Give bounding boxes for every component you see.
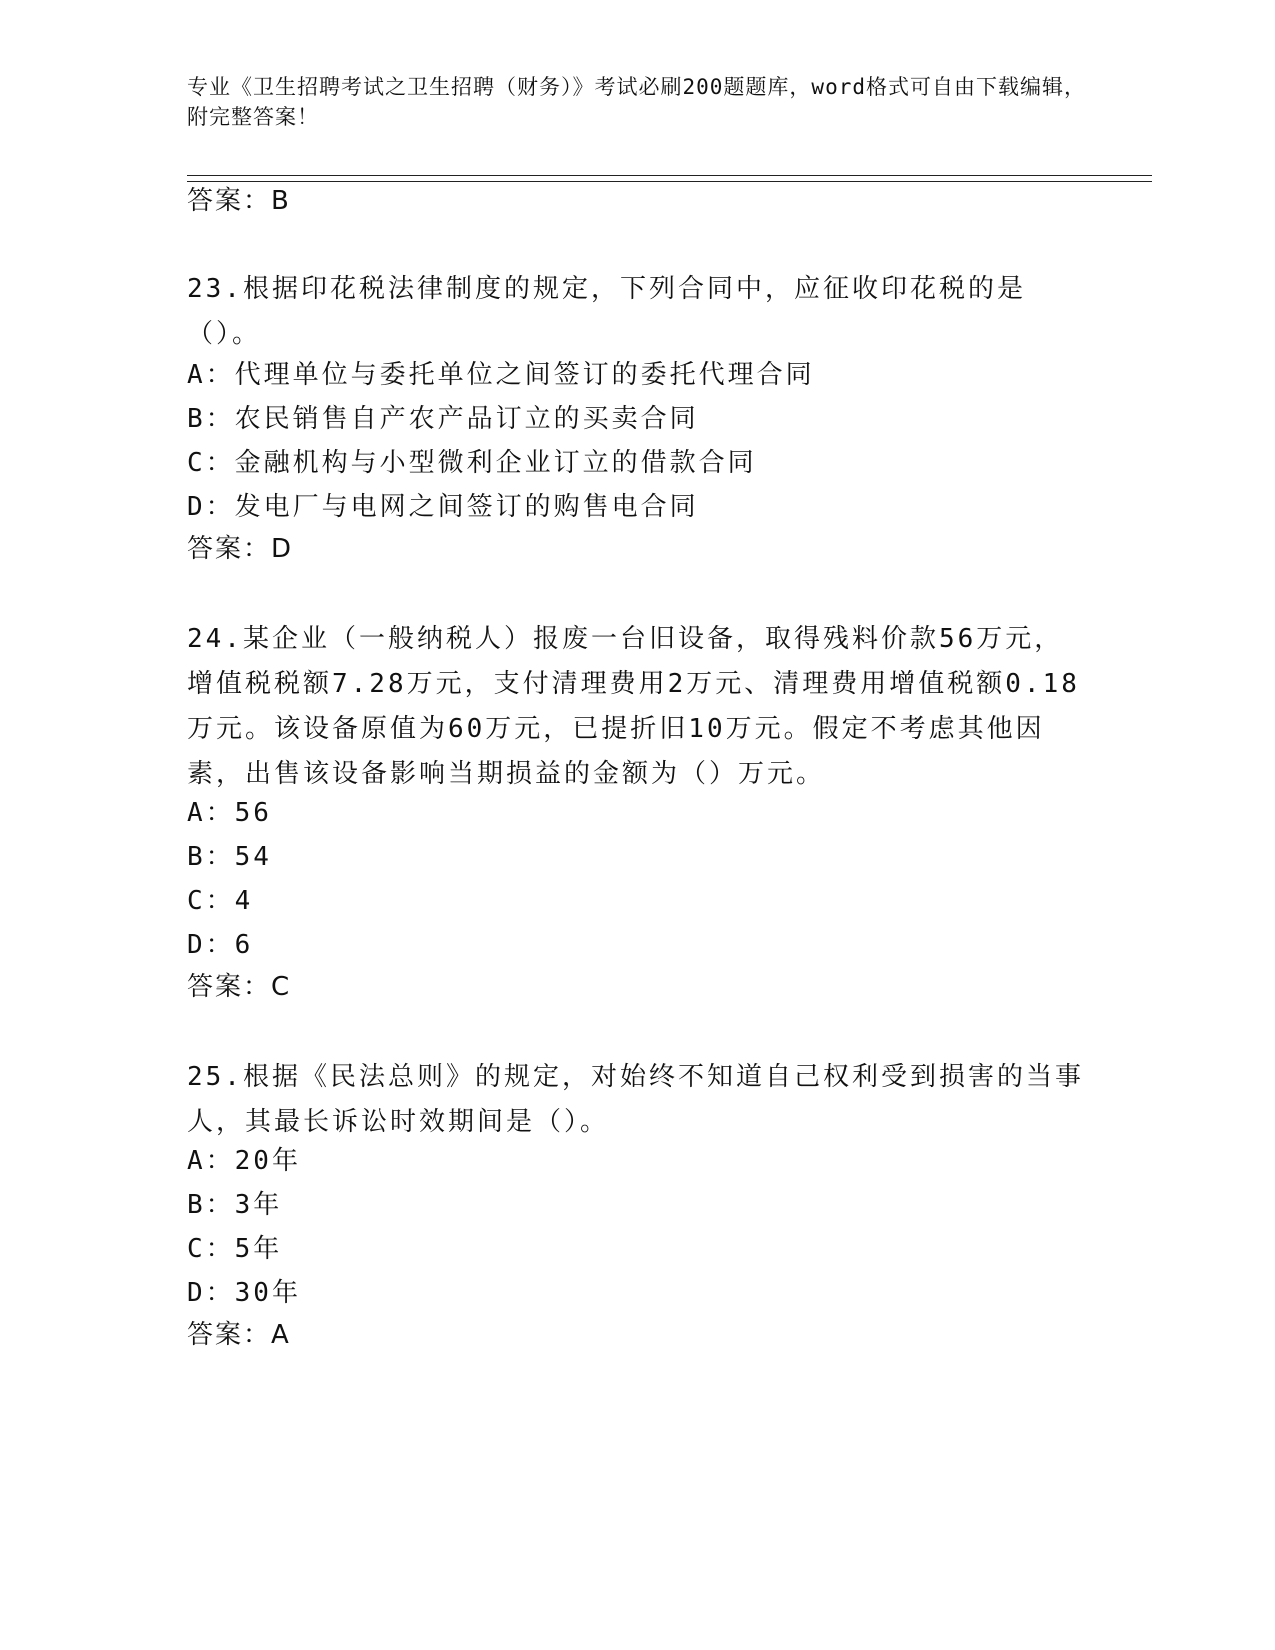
answer-line [187,184,290,218]
question-option: B：54 [187,842,272,872]
question-option: C：金融机构与小型微利企业订立的借款合同 [187,448,757,478]
answer-value: B [271,186,290,216]
question-option: B：3年 [187,1190,283,1220]
answer-value: C [271,972,291,1002]
question-stem: 25.根据《民法总则》的规定，对始终不知道自己权利受到损害的当事人，其最长诉讼时效期间是（）。 [187,1062,1084,1137]
question-option: C：4 [187,886,254,916]
question-option: D：发电厂与电网之间签订的购售电合同 [187,492,699,522]
answer-line [187,532,292,566]
answer-value: D [271,534,293,564]
question-option: B：农民销售自产农产品订立的买卖合同 [187,404,699,434]
question-option: A：56 [187,798,272,828]
answer-label: 答案： [187,972,272,1002]
answer-value: A [271,1320,290,1350]
question-stem: 24.某企业（一般纳税人）报废一台旧设备，取得残料价款56万元，增值税税额7.28万元，支付清理费用2万元、清理费用增值税额0.18万元。该设备原值为60万元，已提折旧10万元。假定不考虑其他因素，出售该设备影响当期损益的金额为（）万元。 [187,624,1080,789]
question-option: A：代理单位与委托单位之间签订的委托代理合同 [187,360,815,390]
document-header: 专业《卫生招聘考试之卫生招聘（财务）》考试必刷200题题库，word格式可自由下载编辑，附完整答案！ [187,75,1086,129]
answer-label: 答案： [187,534,272,564]
answer-label: 答案： [187,1320,272,1350]
header-divider-double [187,181,1152,182]
header-divider [187,175,1152,176]
answer-label: 答案： [187,186,272,216]
question-stem: 23.根据印花税法律制度的规定，下列合同中，应征收印花税的是（）。 [187,274,1026,349]
answer-line [187,1318,290,1352]
answer-line [187,970,290,1004]
question-option: A：20年 [187,1146,301,1176]
question-option: D：6 [187,930,254,960]
question-option: D：30年 [187,1278,301,1308]
question-option: C：5年 [187,1234,283,1264]
